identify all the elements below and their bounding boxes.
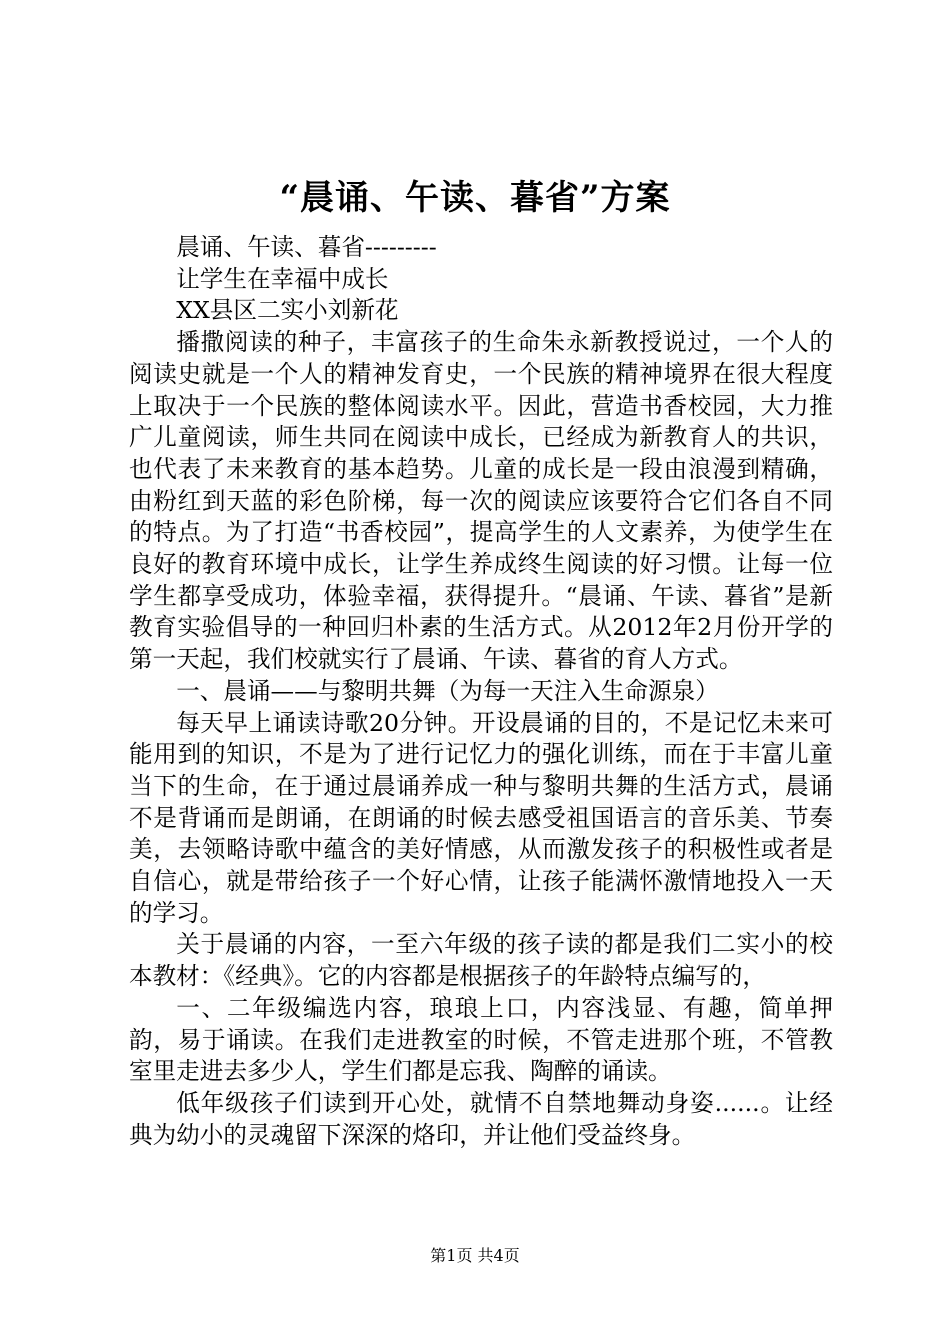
document-body bbox=[129, 232, 833, 1151]
section-heading: 一、晨诵——与黎明共舞（为每一天注入生命源泉） bbox=[176, 676, 719, 705]
body-paragraph: 关于晨诵的内容，一至六年级的孩子读的都是我们二实小的校本教材：《经典》。它的内容都是根据孩子的年龄特点编写的， bbox=[129, 930, 833, 991]
body-paragraph: 低年级孩子们读到开心处，就情不自禁地舞动身姿......。让经典为幼小的灵魂留下深深的烙印，并让他们受益终身。 bbox=[129, 1088, 833, 1149]
author-line: XX县区二实小刘新花 bbox=[176, 296, 399, 325]
body-paragraph: 每天早上诵读诗歌20分钟。开设晨诵的目的，不是记忆未来可能用到的知识，不是为了进行记忆力的强化训练，而在于丰富儿童当下的生命，在于通过晨诵养成一种与黎明共舞的生活方式，晨诵不是背诵而是朗诵，在朗诵的时候去感受祖国语言的音乐美、节奏美，去领略诗歌中蕴含的美好情感，从而激发孩子的积极性或者是自信心，就是带给孩子一个好心情，让孩子能满怀激情地投入一天的学习。 bbox=[129, 708, 833, 927]
body-paragraph: 一、二年级编选内容，琅琅上口，内容浅显、有趣，简单押韵，易于诵读。在我们走进教室的时候，不管走进那个班，不管教室里走进去多少人，学生们都是忘我、陶醉的诵读。 bbox=[129, 993, 833, 1086]
body-paragraph: 播撒阅读的种子，丰富孩子的生命朱永新教授说过，一个人的阅读史就是一个人的精神发育史，一个民族的精神境界在很大程度上取决于一个民族的整体阅读水平。因此，营造书香校园，大力推广儿童阅读，师生共同在阅读中成长，已经成为新教育人的共识，也代表了未来教育的基本趋势。儿童的成长是一段由浪漫到精确，由粉红到天蓝的彩色阶梯，每一次的阅读应该要符合它们各自不同的特点。为了打造“书香校园”，提高学生的人文素养，为使学生在良好的教育环境中成长，让学生养成终生阅读的好习惯。让每一位学生都享受成功，体验幸福，获得提升。“晨诵、午读、暮省”是新教育实验倡导的一种回归朴素的生活方式。从2012年2月份开学的第一天起，我们校就实行了晨诵、午读、暮省的育人方式。 bbox=[129, 328, 833, 674]
page-number: 第1页 共4页 bbox=[430, 1246, 520, 1265]
document-title: “晨诵、午读、暮省”方案 bbox=[279, 178, 671, 218]
subtitle-line: 晨诵、午读、暮省--------- bbox=[176, 233, 437, 261]
subtitle-line: 让学生在幸福中成长 bbox=[176, 264, 389, 293]
